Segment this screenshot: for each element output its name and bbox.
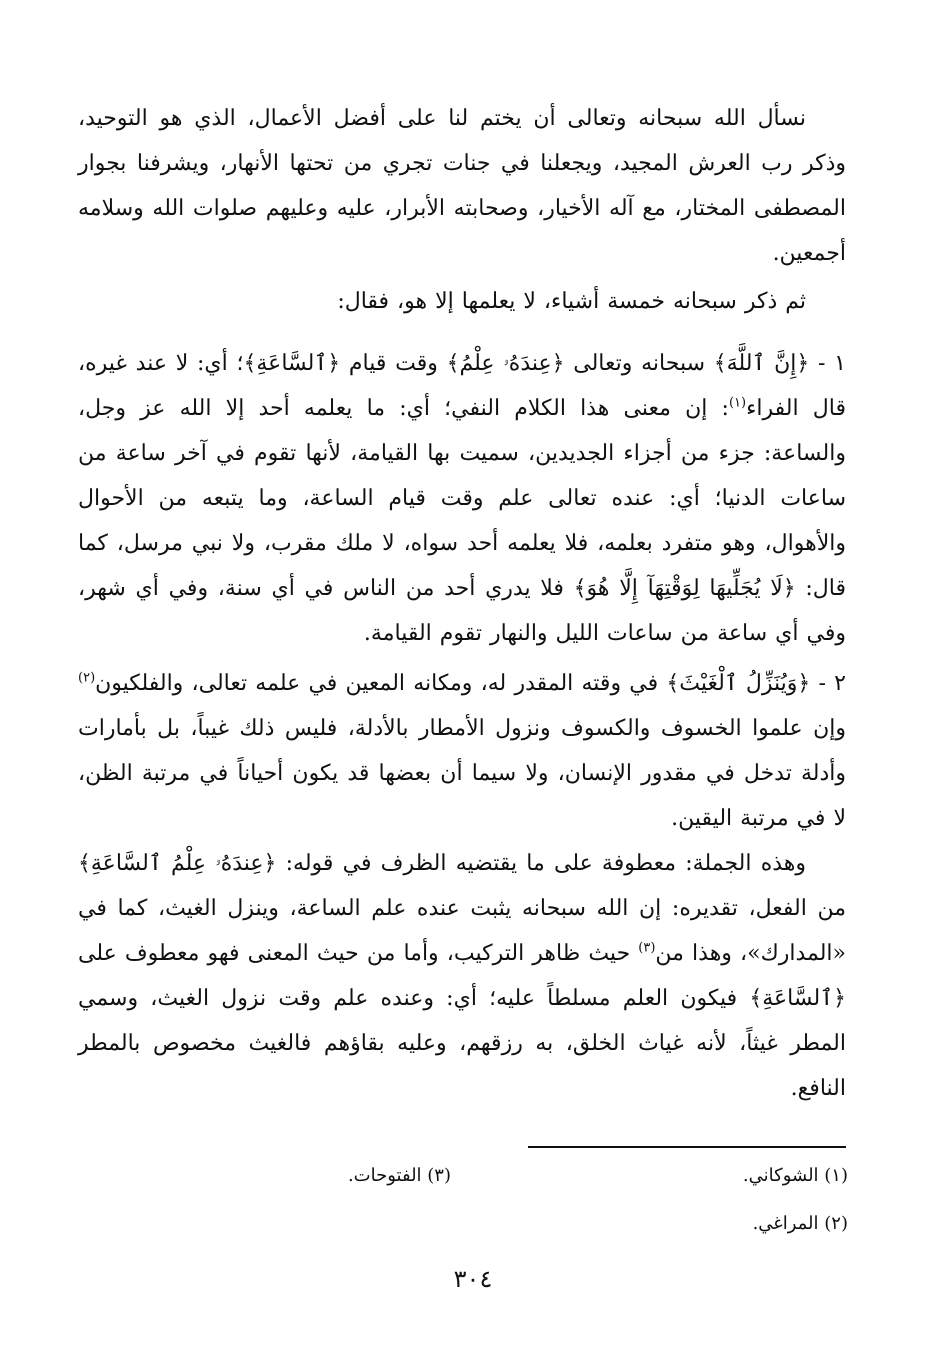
paragraph-item-1-the-hour	[78, 341, 846, 656]
footnote-divider	[528, 1146, 846, 1148]
paragraph-text: ثم ذكر سبحانه خمسة أشياء، لا يعلمها إلا هو، فقال:	[337, 289, 806, 314]
page-number: ٣٠٤	[453, 1265, 493, 1293]
paragraph-text: : إن معنى هذا الكلام النفي؛ أي: ما يعلمه أحد إلا الله عز وجل، والساعة: جزء من أجزاء الجديدين، سميت بها القيامة، لأنها تقوم في آخر ساعة من ساعات الدنيا؛ أي: عنده تعالى علم وقت قيام الساعة، وما يتبعه من الأحوال والأهوال، وهو متفرد بعلمه، فلا يعلمه أحد سواه، لا ملك مقرب، ولا نبي مرسل، كما قال: ﴿لَا يُجَلِّيهَا لِوَقْتِهَآ إِلَّا هُوَ﴾ فلا يدري أحد من الناس في أي سنة، وفي أي شهر، وفي أي ساعة من ساعات الليل والنهار تقوم القيامة.	[78, 396, 846, 646]
footnote-marker-3[interactable]: (٣)	[638, 940, 656, 956]
paragraph-closing-prayer	[78, 96, 846, 276]
paragraph-text: ٢ - ﴿وَيُنَزِّلُ ٱلْغَيْثَ﴾ في وقته المقدر له، ومكانه المعين في علمه تعالى، والفلكيون	[95, 671, 846, 696]
paragraph-text: ١ - ﴿إِنَّ ٱللَّهَ﴾ سبحانه وتعالى ﴿عِندَهُۥ عِلْمُ﴾ وقت قيام ﴿ٱلسَّاعَةِ﴾؛ أي: لا عند غيره، قال الفراء	[78, 351, 846, 421]
footnote-2: (٢) المراغي.	[752, 1213, 848, 1234]
footnote-marker-1[interactable]: (١)	[728, 395, 747, 411]
paragraph-text: وإن علموا الخسوف والكسوف ونزول الأمطار بالأدلة، فليس ذلك غيباً، بل بأمارات وأدلة تدخل في مقدور الإنسان، ولا سيما أن بعضها قد يكون أحياناً في مرتبة الظن، لا في مرتبة اليقين.	[78, 716, 846, 831]
paragraph-text: وهذه الجملة: معطوفة على ما يقتضيه الظرف في قوله: ﴿عِندَهُۥ عِلْمُ ٱلسَّاعَةِ﴾ من الفعل، تقديره: إن الله سبحانه يثبت عنده علم الساعة، وينزل الغيث، كما في «المدارك»، وهذا من	[78, 851, 847, 966]
paragraph-text: حيث ظاهر التركيب، وأما من حيث المعنى فهو معطوف على ﴿ٱلسَّاعَةِ﴾ فيكون العلم مسلطاً عليه؛ أي: وعنده علم وقت نزول الغيث، وسمي المطر غيثاً، لأنه غياث الخلق، به رزقهم، وعليه بقاؤهم فالغيث مخصوص بالمطر النافع.	[78, 941, 846, 1101]
paragraph-five-things	[78, 279, 846, 324]
paragraph-grammar-note	[78, 841, 846, 1111]
footnote-1: (١) الشوكاني.	[742, 1165, 848, 1186]
paragraph-text: نسأل الله سبحانه وتعالى أن يختم لنا على أفضل الأعمال، الذي هو التوحيد، وذكر رب العرش المجيد، ويجعلنا في جنات تجري من تحتها الأنهار، ويشرفنا بجوار المصطفى المختار، مع آله الأخيار، وصحابته الأبرار، عليه وعليهم صلوات الله وسلامه أجمعين.	[78, 106, 846, 266]
paragraph-item-2-rain	[78, 661, 846, 841]
footnote-marker-2[interactable]: (٢)	[78, 670, 96, 686]
footnote-3: (٣) الفتوحات.	[347, 1165, 451, 1186]
